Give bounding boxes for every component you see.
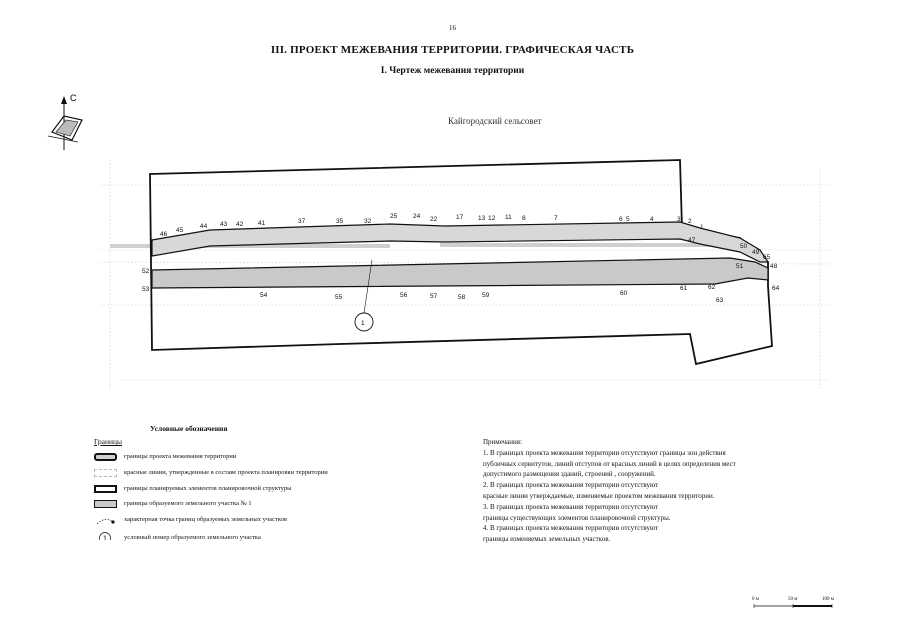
- svg-text:1: 1: [103, 535, 107, 540]
- svg-text:62: 62: [708, 284, 716, 291]
- svg-text:2: 2: [688, 218, 692, 225]
- note-line: публичных сервитутов, линий отступов от красных линий в целях определения мест: [483, 459, 736, 468]
- svg-text:8: 8: [522, 215, 526, 222]
- svg-text:35: 35: [336, 218, 344, 225]
- svg-text:5: 5: [626, 216, 630, 223]
- svg-text:43: 43: [220, 221, 228, 228]
- legend-item-red-lines: красные линии, утвержденные в составе проекта планировки территории: [94, 468, 424, 482]
- red-lines-band: [152, 222, 768, 262]
- svg-text:50: 50: [740, 243, 748, 250]
- page-title: III. ПРОЕКТ МЕЖЕВАНИЯ ТЕРРИТОРИИ. ГРАФИЧЕСКАЯ ЧАСТЬ: [270, 44, 635, 56]
- svg-text:63: 63: [716, 297, 724, 304]
- svg-text:61: 61: [680, 285, 688, 292]
- svg-text:45: 45: [176, 227, 184, 234]
- svg-text:22: 22: [430, 216, 438, 223]
- note-line: допустимого размещения зданий, строений , сооружений.: [483, 470, 656, 479]
- parcel-number-icon: [94, 532, 117, 540]
- svg-text:13: 13: [478, 215, 486, 222]
- scale-bar: [752, 597, 842, 611]
- note-line: 3. В границах проекта межевания территории отсутствуют: [483, 502, 659, 511]
- svg-text:55: 55: [335, 294, 343, 301]
- note-line: 1. В границах проекта межевания территории отсутствуют границы зон действия: [483, 448, 726, 457]
- legend-symbol: [94, 469, 117, 477]
- svg-text:25: 25: [390, 213, 398, 220]
- svg-text:3: 3: [677, 216, 681, 223]
- svg-text:32: 32: [364, 218, 372, 225]
- svg-text:7: 7: [554, 215, 558, 222]
- svg-text:42: 42: [236, 221, 244, 228]
- page-subtitle: I. Чертеж межевания территории: [380, 66, 525, 76]
- scale-label: 50 м: [788, 597, 798, 602]
- scale-label: 0 м: [752, 597, 759, 602]
- svg-text:1: 1: [700, 224, 704, 231]
- svg-text:11: 11: [505, 214, 512, 221]
- note-line: красные линии утверждаемые, изменяемые проектом межевания территории.: [483, 491, 715, 500]
- svg-text:53: 53: [142, 286, 150, 293]
- legend-subtitle: Границы: [94, 437, 123, 446]
- page-number: 16: [449, 24, 456, 32]
- note-line: 2. В границах проекта межевания территории отсутствуют: [483, 481, 659, 490]
- district-label: Кайгородский сельсовет: [448, 116, 542, 126]
- parcel-number: 1: [361, 320, 365, 327]
- north-arrow-icon: [48, 93, 82, 150]
- note-line: границы существующих элементов планировочной структуры.: [483, 513, 671, 522]
- north-label: С: [70, 93, 77, 103]
- svg-text:51: 51: [736, 263, 744, 270]
- note-line: границы изменяемых земельных участков.: [483, 535, 611, 544]
- svg-text:59: 59: [482, 292, 490, 299]
- legend-item-parcel-1: границы образуемого земельного участка № 1: [94, 499, 424, 513]
- svg-text:64: 64: [772, 285, 780, 292]
- svg-text:37: 37: [298, 218, 306, 225]
- legend-symbol: [94, 453, 117, 461]
- svg-text:44: 44: [200, 223, 208, 230]
- legend-item-planning-elements: границы планируемых элементов планировочной структуры: [94, 484, 424, 498]
- svg-text:54: 54: [260, 292, 268, 299]
- svg-text:6: 6: [619, 216, 623, 223]
- svg-text:52: 52: [142, 268, 150, 275]
- svg-text:48: 48: [770, 263, 778, 270]
- legend-item-characteristic-point: характерная точка границ образуемых земельных участков: [94, 515, 424, 529]
- point-marker-icon: [94, 516, 117, 524]
- svg-text:12: 12: [488, 215, 496, 222]
- legend-symbol: [94, 485, 117, 493]
- svg-text:57: 57: [430, 293, 438, 300]
- svg-text:49: 49: [752, 249, 760, 256]
- svg-text:4: 4: [650, 216, 654, 223]
- svg-text:58: 58: [458, 294, 466, 301]
- legend-item-parcel-number: 1 условный номер образуемого земельного участка: [94, 533, 424, 547]
- legend-item-project-boundary: границы проекта межевания территории: [94, 452, 424, 466]
- svg-text:56: 56: [400, 292, 408, 299]
- notes: [483, 437, 833, 545]
- svg-text:65: 65: [763, 254, 771, 261]
- notes-heading: Примечания:: [483, 438, 522, 446]
- note-line: 4. В границах проекта межевания территории отсутствуют: [483, 524, 659, 533]
- svg-text:47: 47: [688, 237, 696, 244]
- legend-title: Условные обозначения: [150, 424, 228, 433]
- scale-label: 100 м: [822, 597, 834, 602]
- svg-text:17: 17: [456, 214, 464, 221]
- legend-symbol: [94, 500, 117, 508]
- svg-text:46: 46: [160, 231, 168, 238]
- svg-text:60: 60: [620, 290, 628, 297]
- svg-text:41: 41: [258, 220, 266, 227]
- svg-text:24: 24: [413, 213, 421, 220]
